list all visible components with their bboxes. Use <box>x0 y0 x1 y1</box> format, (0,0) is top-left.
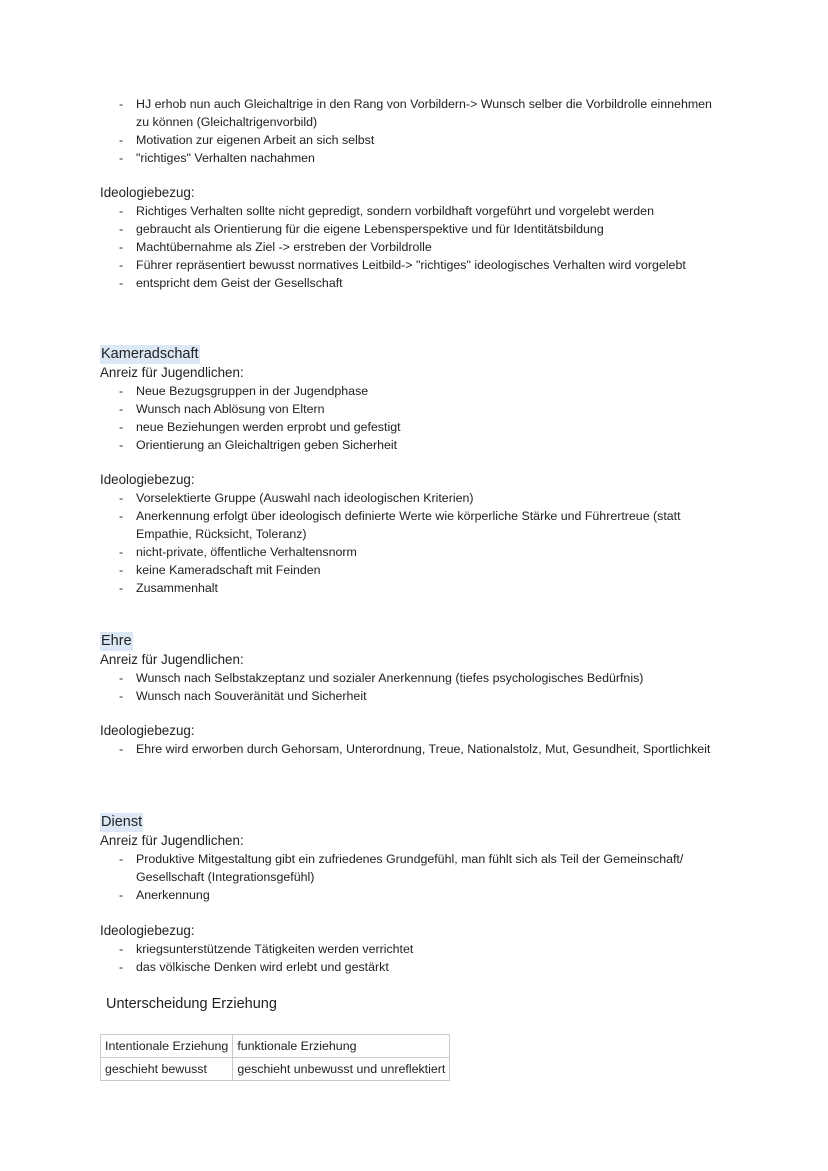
list-item: - Vorselektierte Gruppe (Auswahl nach ideologischen Kriterien) <box>136 489 720 507</box>
anreiz-label: Anreiz für Jugendlichen: <box>100 652 244 667</box>
intro-section <box>100 95 720 167</box>
list-item: - Führer repräsentiert bewusst normatives Leitbild-> "richtiges" ideologisches Verhalten wird vorgelebt <box>136 256 720 274</box>
erziehung-table <box>100 1034 450 1081</box>
list-item: - Ehre wird erworben durch Gehorsam, Unterordnung, Treue, Nationalstolz, Mut, Gesundheit, Sportlichkeit <box>136 740 720 758</box>
ideologie-label: Ideologiebezug: <box>100 185 195 200</box>
list-item: - Wunsch nach Souveränität und Sicherheit <box>136 687 720 705</box>
list-item: - Produktive Mitgestaltung gibt ein zufriedenes Grundgefühl, man fühlt sich als Teil der Gemeinschaft/ Gesellschaft (Integrationsgefühl) <box>136 850 720 886</box>
list-item: - Zusammenhalt <box>136 579 720 597</box>
list-item: - kriegsunterstützende Tätigkeiten werden verrichtet <box>136 940 720 958</box>
ehre-ideologie-section <box>100 722 720 758</box>
anreiz-label: Anreiz für Jugendlichen: <box>100 365 244 380</box>
dienst-ideologie-section <box>100 922 720 976</box>
section-heading: Dienst <box>101 814 143 830</box>
section-heading: Kameradschaft <box>101 346 199 362</box>
anreiz-list <box>100 382 720 454</box>
list-item: - "richtiges" Verhalten nachahmen <box>136 149 720 167</box>
table-cell: Intentionale Erziehung <box>101 1035 233 1058</box>
ideologie-label: Ideologiebezug: <box>100 923 195 938</box>
list-item: - Wunsch nach Selbstakzeptanz und sozialer Anerkennung (tiefes psychologisches Bedürfnis) <box>136 669 720 687</box>
vorbild-ideologie-section <box>100 184 720 292</box>
list-item: - gebraucht als Orientierung für die eigene Lebensperspektive und für Identitätsbildung <box>136 220 720 238</box>
anreiz-label: Anreiz für Jugendlichen: <box>100 833 244 848</box>
ideologie-list <box>100 202 720 292</box>
anreiz-list <box>100 850 720 904</box>
ideologie-label: Ideologiebezug: <box>100 723 195 738</box>
anreiz-list <box>100 669 720 705</box>
kameradschaft-ideologie-section <box>100 471 720 597</box>
list-item: - Anerkennung erfolgt über ideologisch definierte Werte wie körperliche Stärke und Führertreue (statt Empathie, Rücksicht, Toleranz) <box>136 507 720 543</box>
table-cell: geschieht unbewusst und unreflektiert <box>233 1058 450 1081</box>
ideologie-list <box>100 489 720 597</box>
list-item: - Richtiges Verhalten sollte nicht gepredigt, sondern vorbildhaft vorgeführt und vorgelebt werden <box>136 202 720 220</box>
list-item: - Neue Bezugsgruppen in der Jugendphase <box>136 382 720 400</box>
list-item: - Wunsch nach Ablösung von Eltern <box>136 400 720 418</box>
ideologie-list <box>100 940 720 976</box>
ideologie-label: Ideologiebezug: <box>100 472 195 487</box>
intro-list <box>100 95 720 167</box>
erziehung-section <box>106 995 726 1014</box>
table-cell: geschieht bewusst <box>101 1058 233 1081</box>
list-item: - entspricht dem Geist der Gesellschaft <box>136 274 720 292</box>
ehre-section <box>100 632 720 705</box>
list-item: - Anerkennung <box>136 886 720 904</box>
section-heading: Unterscheidung Erziehung <box>106 996 277 1012</box>
list-item: - das völkische Denken wird erlebt und gestärkt <box>136 958 720 976</box>
ideologie-list <box>100 740 720 758</box>
dienst-section <box>100 813 720 904</box>
table-cell: funktionale Erziehung <box>233 1035 450 1058</box>
list-item: - nicht-private, öffentliche Verhaltensnorm <box>136 543 720 561</box>
kameradschaft-section <box>100 345 720 454</box>
list-item: - HJ erhob nun auch Gleichaltrige in den Rang von Vorbildern-> Wunsch selber die Vorbildrolle einnehmen zu können (Gleichaltrigenvorbild) <box>136 95 720 131</box>
table-row <box>101 1058 450 1081</box>
list-item: - Motivation zur eigenen Arbeit an sich selbst <box>136 131 720 149</box>
list-item: - Machtübernahme als Ziel -> erstreben der Vorbildrolle <box>136 238 720 256</box>
list-item: - keine Kameradschaft mit Feinden <box>136 561 720 579</box>
list-item: - Orientierung an Gleichaltrigen geben Sicherheit <box>136 436 720 454</box>
section-heading: Ehre <box>101 633 132 649</box>
list-item: - neue Beziehungen werden erprobt und gefestigt <box>136 418 720 436</box>
table-row <box>101 1035 450 1058</box>
